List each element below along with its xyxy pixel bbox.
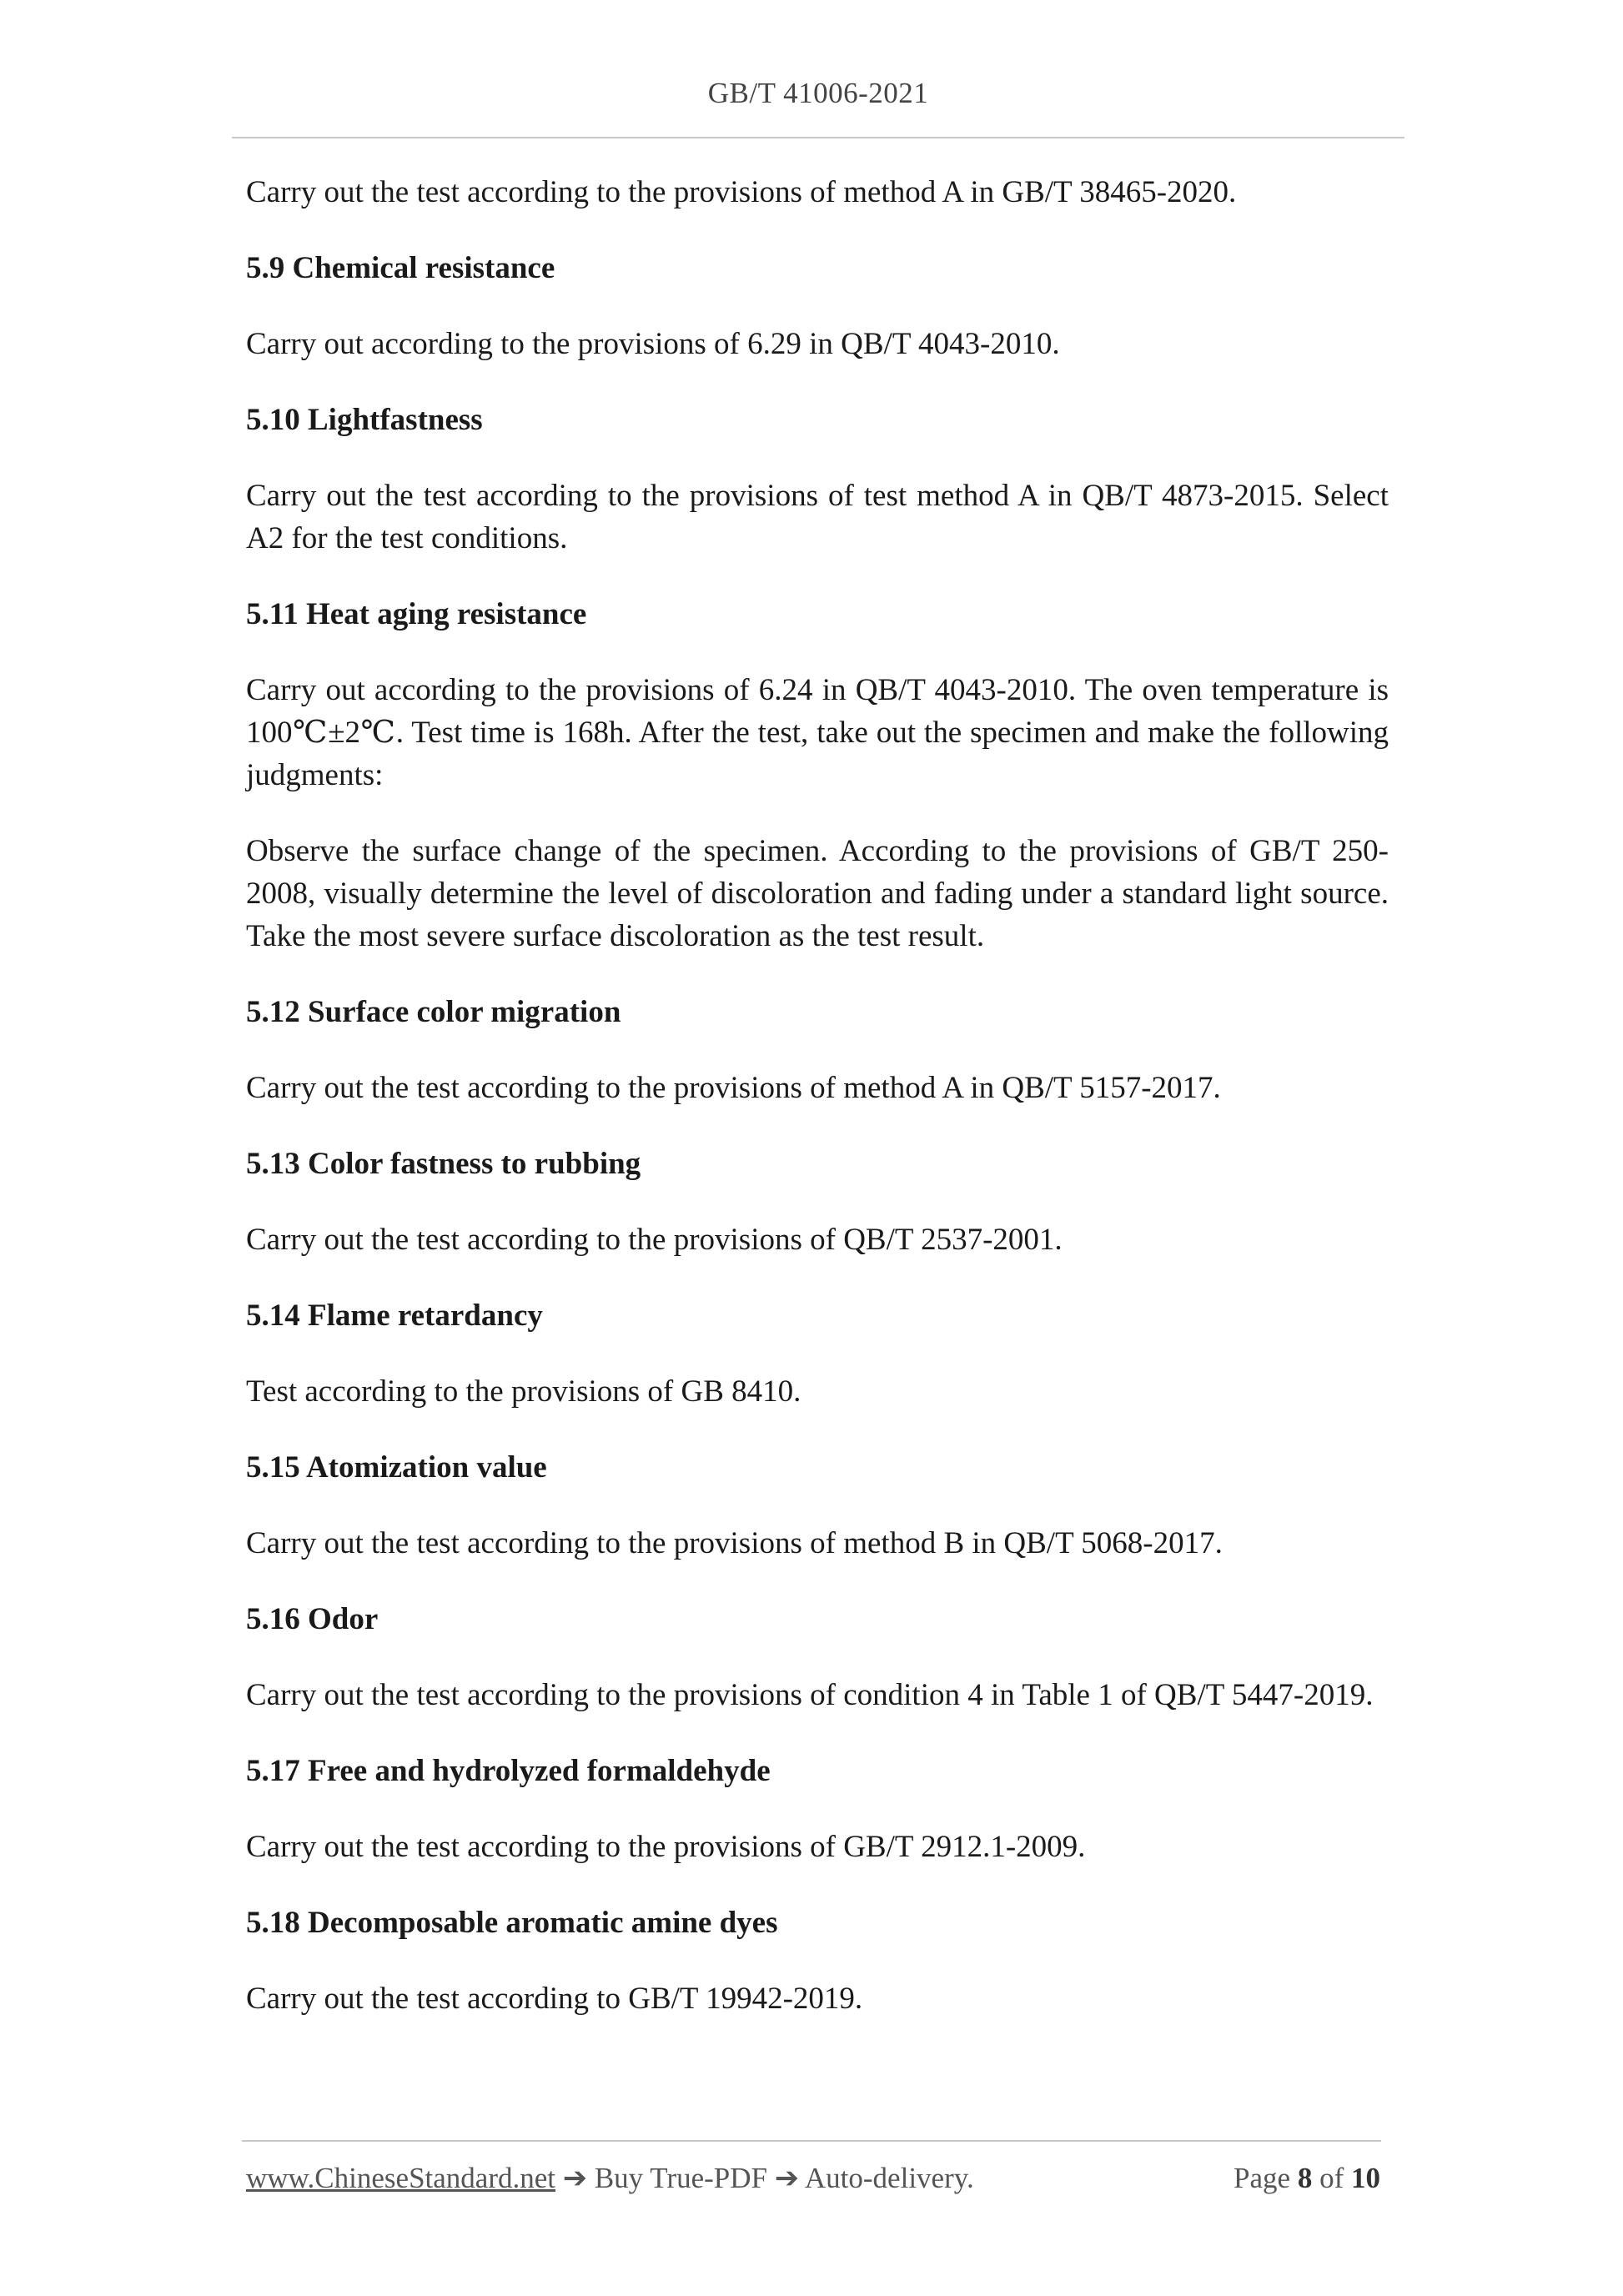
paragraph-5-16: Carry out the test according to the provisions of condition 4 in Table 1 of QB/T 5447-2019. <box>246 1678 1374 1712</box>
paragraph-5-14: Test according to the provisions of GB 8410. <box>246 1374 801 1409</box>
heading-5-13: 5.13 Color fastness to rubbing <box>246 1147 641 1181</box>
paragraph-5-11-a: Carry out according to the provisions of 6.24 in QB/T 4043-2010. The oven temperature is 100℃±2℃. Test time is 168h. After the test, take out the specimen and make the following judgments: <box>246 673 1389 792</box>
document-header: GB/T 41006-2021 <box>707 77 929 109</box>
paragraph-5-10: Carry out the test according to the provisions of test method A in QB/T 4873-2015. Select A2 for the test conditions. <box>246 479 1389 555</box>
heading-5-15: 5.15 Atomization value <box>246 1450 547 1485</box>
heading-5-17: 5.17 Free and hydrolyzed formaldehyde <box>246 1754 771 1788</box>
paragraph-5-11-b: Observe the surface change of the specimen. According to the provisions of GB/T 250-2008, visually determine the level of discoloration and fading under a standard light source. Take the most severe surface discoloration as the test result. <box>246 834 1389 953</box>
heading-5-12: 5.12 Surface color migration <box>246 995 621 1029</box>
document-body <box>246 171 1389 2053</box>
page-current: 8 <box>1297 2162 1313 2194</box>
delivery-text: Auto-delivery. <box>804 2162 974 2194</box>
heading-5-16: 5.16 Odor <box>246 1602 379 1636</box>
paragraph-5-12: Carry out the test according to the provisions of method A in QB/T 5157-2017. <box>246 1071 1221 1105</box>
arrow-right-icon: ➔ <box>562 2162 588 2194</box>
page-label: Page <box>1234 2162 1291 2194</box>
paragraph-5-18: Carry out the test according to GB/T 19942-2019. <box>246 1982 863 2016</box>
heading-5-11: 5.11 Heat aging resistance <box>246 597 587 631</box>
page-number <box>1234 2162 1380 2195</box>
heading-5-14: 5.14 Flame retardancy <box>246 1299 543 1333</box>
heading-5-18: 5.18 Decomposable aromatic amine dyes <box>246 1906 778 1940</box>
paragraph-intro: Carry out the test according to the provisions of method A in GB/T 38465-2020. <box>246 175 1237 209</box>
heading-5-9: 5.9 Chemical resistance <box>246 251 555 285</box>
paragraph-5-17: Carry out the test according to the provisions of GB/T 2912.1-2009. <box>246 1830 1086 1864</box>
arrow-right-icon: ➔ <box>774 2162 800 2194</box>
paragraph-5-13: Carry out the test according to the provisions of QB/T 2537-2001. <box>246 1223 1063 1257</box>
paragraph-5-9: Carry out according to the provisions of 6.29 in QB/T 4043-2010. <box>246 327 1060 361</box>
paragraph-5-15: Carry out the test according to the provisions of method B in QB/T 5068-2017. <box>246 1526 1223 1560</box>
website-link[interactable]: www.ChineseStandard.net <box>246 2162 555 2194</box>
footer-divider <box>242 2140 1381 2142</box>
header-divider <box>232 137 1404 138</box>
buy-text: Buy True-PDF <box>594 2162 767 2194</box>
heading-5-10: 5.10 Lightfastness <box>246 403 483 437</box>
footer-promo <box>246 2162 974 2195</box>
of-label: of <box>1319 2162 1344 2194</box>
page-total: 10 <box>1351 2162 1380 2194</box>
